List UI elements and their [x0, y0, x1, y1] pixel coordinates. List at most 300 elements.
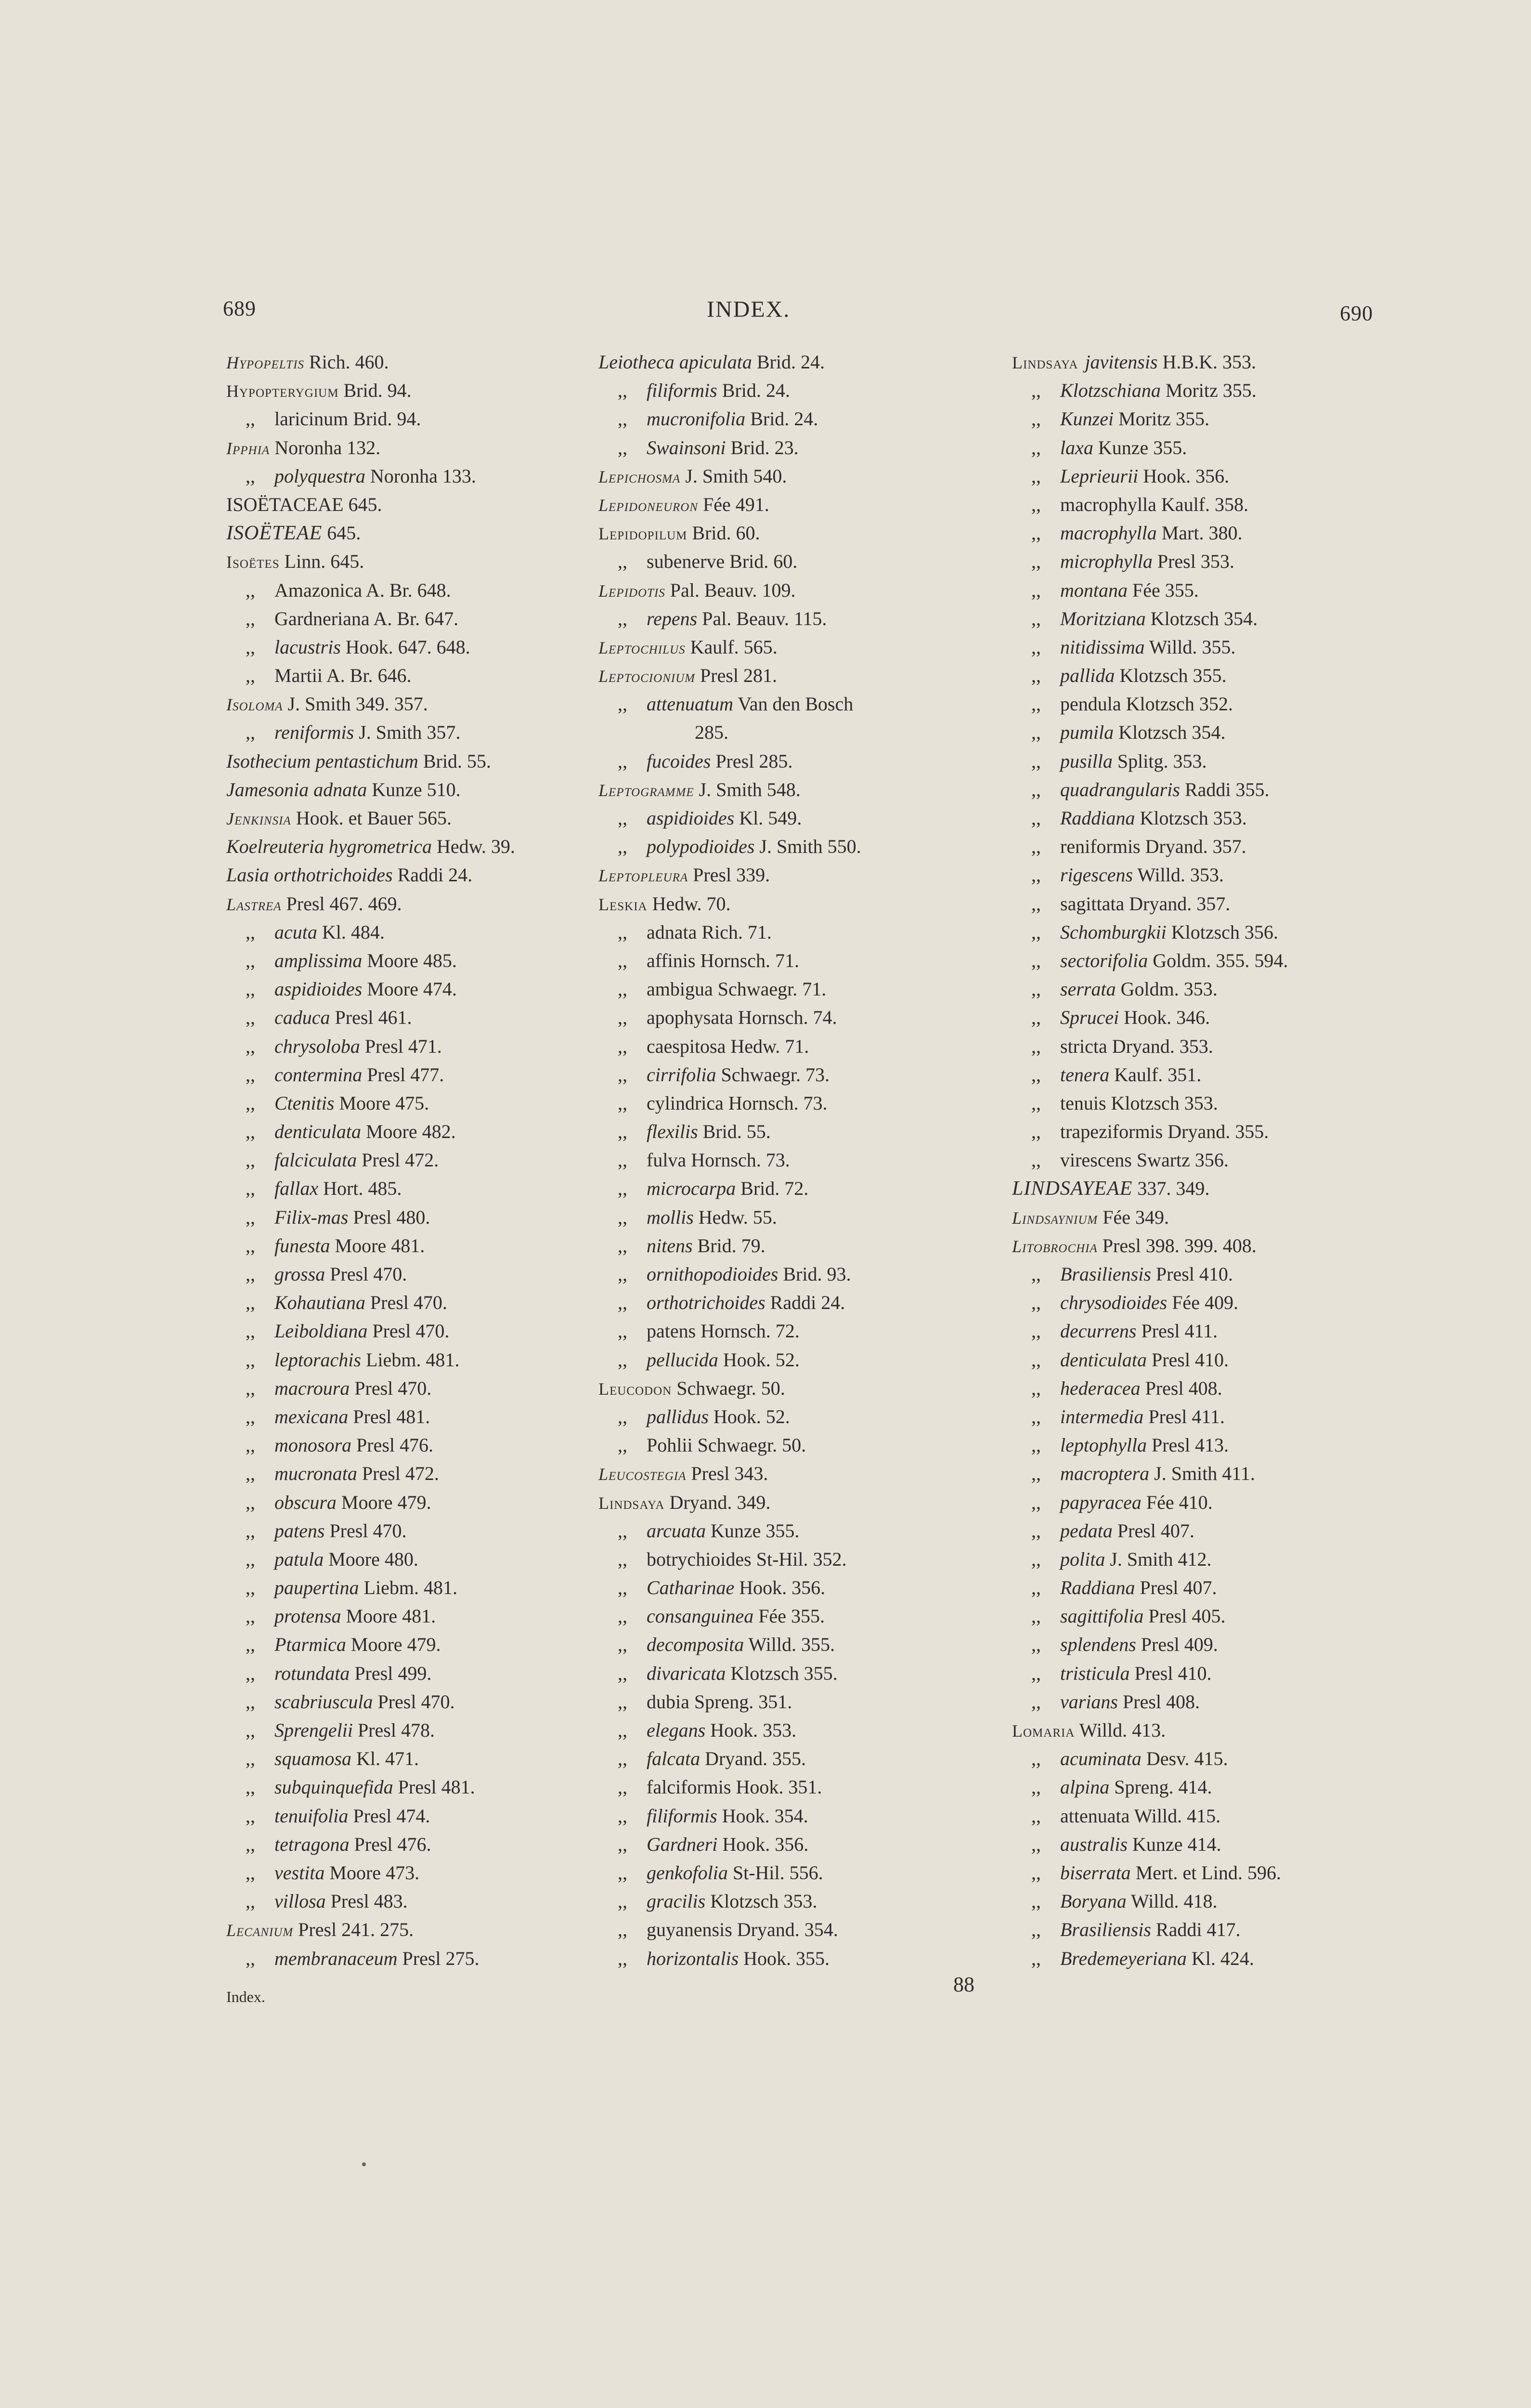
- entry-name: mucronifolia: [647, 408, 746, 430]
- ditto-mark: ,,: [1031, 550, 1041, 573]
- index-entry: [226, 462, 592, 490]
- index-entry: [598, 1517, 993, 1545]
- index-entry: [598, 1203, 993, 1231]
- entry-name: attenuata: [1060, 1805, 1130, 1827]
- entry-reference: Presl 408.: [1118, 1690, 1200, 1713]
- entry-name: nitidissima: [1060, 636, 1145, 658]
- ditto-mark: ,,: [618, 1519, 627, 1542]
- entry-reference: H.B.K. 353.: [1157, 351, 1256, 373]
- left-page-number: 689: [223, 297, 256, 320]
- ditto-mark: ,,: [618, 1206, 627, 1228]
- ditto-mark: ,,: [246, 1405, 255, 1427]
- entry-name: Raddiana: [1060, 1577, 1135, 1599]
- ditto-mark: ,,: [246, 1662, 255, 1684]
- index-entry: [226, 690, 592, 718]
- entry-reference: Hook. 356.: [1138, 465, 1230, 487]
- index-entry: [226, 1602, 592, 1630]
- index-entry: [598, 1773, 993, 1801]
- entry-reference: Hook. 356.: [717, 1833, 809, 1855]
- index-entry: [1012, 1231, 1493, 1260]
- entry-name: Moritziana: [1060, 607, 1146, 629]
- entry-name: repens: [647, 607, 698, 629]
- index-entry: [1012, 604, 1493, 633]
- ditto-mark: ,,: [618, 436, 627, 458]
- entry-name: acuminata: [1060, 1748, 1142, 1770]
- index-column-3: [1012, 348, 1493, 1973]
- entry-reference: Presl 474.: [348, 1805, 430, 1827]
- index-entry: [1012, 1744, 1493, 1773]
- index-entry: [226, 1288, 592, 1317]
- ditto-mark: ,,: [1031, 579, 1041, 601]
- index-entry: [1012, 1545, 1493, 1573]
- index-entry: [226, 1858, 592, 1887]
- ditto-mark: ,,: [618, 1548, 627, 1570]
- entry-reference: Moore 481.: [330, 1234, 425, 1256]
- entry-name: LINDSAYEAE: [1012, 1178, 1133, 1200]
- entry-name: rotundata: [274, 1662, 350, 1684]
- entry-reference: Dryand. 357.: [1140, 836, 1246, 858]
- ditto-mark: ,,: [1031, 1890, 1041, 1912]
- entry-reference: Klotzsch 355.: [1115, 665, 1227, 687]
- entry-name: fulva: [647, 1149, 687, 1171]
- index-entry: [598, 1374, 993, 1402]
- index-entry: [1012, 775, 1493, 804]
- entry-reference: A. Br. 646.: [322, 665, 412, 687]
- ditto-mark: ,,: [1031, 1662, 1041, 1684]
- entry-name: decurrens: [1060, 1320, 1137, 1342]
- index-column-1: [226, 348, 592, 1973]
- entry-reference: Hook. 356.: [734, 1577, 826, 1599]
- entry-name: membranaceum: [274, 1947, 398, 1969]
- ditto-mark: ,,: [246, 1890, 255, 1912]
- entry-name: flexilis: [647, 1121, 698, 1143]
- index-entry: [226, 490, 592, 519]
- ditto-mark: ,,: [618, 1719, 627, 1741]
- index-entry: [226, 975, 592, 1003]
- entry-name: Leucodon: [598, 1379, 672, 1399]
- entry-reference: Desv. 415.: [1141, 1748, 1228, 1770]
- index-entry: [226, 1402, 592, 1431]
- entry-name: Kohautiana: [274, 1292, 365, 1314]
- entry-name: mexicana: [274, 1405, 349, 1427]
- entry-reference: Kl. 549.: [734, 807, 802, 829]
- index-entry: [226, 433, 592, 462]
- ditto-mark: ,,: [618, 693, 627, 715]
- ditto-mark: ,,: [618, 380, 627, 402]
- index-entry: [226, 1317, 592, 1345]
- entry-name: Bredemeyeriana: [1060, 1947, 1187, 1969]
- entry-name: ISOËTEAE: [226, 522, 323, 545]
- index-entry: [1012, 519, 1493, 547]
- entry-name: gracilis: [647, 1890, 706, 1912]
- entry-name: acuta: [274, 921, 317, 943]
- entry-reference: Brid. 60.: [725, 550, 798, 573]
- index-entry: [226, 1374, 592, 1402]
- index-entry: [598, 747, 993, 775]
- entry-reference: Schwaegr. 50.: [672, 1377, 785, 1399]
- index-entry: [598, 1573, 993, 1602]
- index-entry: [598, 1802, 993, 1830]
- ditto-mark: ,,: [618, 1234, 627, 1256]
- ditto-mark: ,,: [246, 1206, 255, 1228]
- index-entry: [1012, 1858, 1493, 1887]
- index-entry: [598, 1887, 993, 1915]
- index-entry: [598, 1003, 993, 1032]
- index-entry: [1012, 1773, 1493, 1801]
- ditto-mark: ,,: [246, 1320, 255, 1342]
- ditto-mark: ,,: [246, 408, 255, 430]
- entry-name: Pohlii: [647, 1434, 693, 1456]
- ditto-mark: ,,: [1031, 1690, 1041, 1713]
- index-entry: [1012, 1716, 1493, 1744]
- entry-name: adnata: [647, 921, 697, 943]
- ditto-mark: ,,: [618, 978, 627, 1000]
- entry-name: Lasia orthotrichoides: [226, 864, 393, 886]
- index-entry: [1012, 633, 1493, 661]
- entry-reference: Klotzsch 353.: [1106, 1092, 1218, 1114]
- ditto-mark: ,,: [246, 1035, 255, 1057]
- entry-reference: Hook. et Bauer 565.: [291, 807, 452, 829]
- ditto-mark: ,,: [1031, 1491, 1041, 1513]
- entry-reference: Goldm. 353.: [1116, 978, 1218, 1000]
- index-entry: [226, 804, 592, 832]
- entry-reference: Klotzsch 353.: [1135, 807, 1247, 829]
- entry-reference: Kaulf. 358.: [1156, 493, 1248, 515]
- index-entry: [598, 1260, 993, 1288]
- entry-reference: Moore 475.: [334, 1092, 429, 1114]
- entry-reference: J. Smith 540.: [680, 465, 787, 487]
- index-entry: [226, 405, 592, 433]
- entry-name: pedata: [1060, 1519, 1113, 1542]
- ditto-mark: ,,: [246, 1833, 255, 1855]
- entry-reference: Kunze 510.: [367, 778, 461, 800]
- entry-reference: Presl 407.: [1112, 1519, 1194, 1542]
- entry-name: genkofolia: [647, 1861, 728, 1884]
- entry-reference: Spreng. 414.: [1109, 1776, 1212, 1798]
- entry-reference: Hook. 355.: [739, 1947, 830, 1969]
- index-entry: [1012, 1802, 1493, 1830]
- index-entry: [598, 804, 993, 832]
- ditto-mark: ,,: [246, 1519, 255, 1542]
- entry-reference: Presl 481.: [348, 1405, 430, 1427]
- entry-name: Isothecium pentastichum: [226, 750, 418, 772]
- entry-name: elegans: [647, 1719, 706, 1741]
- ditto-mark: ,,: [246, 978, 255, 1000]
- index-entry: [1012, 1003, 1493, 1032]
- entry-name: pendula: [1060, 693, 1121, 715]
- ditto-mark: ,,: [1031, 864, 1041, 886]
- ditto-mark: ,,: [1031, 1377, 1041, 1399]
- entry-reference: Fée 355.: [753, 1605, 825, 1627]
- entry-reference: Willd. 413.: [1075, 1719, 1166, 1741]
- index-entry: [598, 1288, 993, 1317]
- entry-name: virescens: [1060, 1149, 1132, 1171]
- entry-reference: Hornsch. 74.: [733, 1007, 837, 1029]
- entry-reference: Brid. 55.: [418, 750, 491, 772]
- entry-reference: Hook. 354.: [717, 1805, 808, 1827]
- entry-reference: Fée 349.: [1098, 1206, 1169, 1228]
- index-entry: [226, 1260, 592, 1288]
- index-entry: [226, 1231, 592, 1260]
- entry-reference: Noronha 132.: [270, 436, 381, 458]
- index-entry: [598, 576, 993, 604]
- index-entry: [226, 832, 592, 861]
- ditto-mark: ,,: [246, 1805, 255, 1827]
- entry-name: lacustris: [274, 636, 341, 658]
- entry-reference: J. Smith 412.: [1105, 1548, 1212, 1570]
- index-entry: [598, 1032, 993, 1060]
- index-entry: [226, 1117, 592, 1146]
- index-entry: [226, 1488, 592, 1517]
- entry-reference: Presl 476.: [351, 1434, 434, 1456]
- index-entry: [226, 348, 592, 376]
- entry-reference: Fée 409.: [1167, 1292, 1238, 1314]
- entry-name: contermina: [274, 1063, 363, 1086]
- index-entry: [226, 861, 592, 889]
- entry-reference: Presl 470.: [350, 1377, 432, 1399]
- entry-name: patens: [647, 1320, 696, 1342]
- entry-reference: Presl 480.: [348, 1206, 430, 1228]
- entry-reference: Presl 241. 275.: [293, 1919, 414, 1941]
- entry-name: nitens: [647, 1234, 693, 1256]
- entry-name: tenuifolia: [274, 1805, 349, 1827]
- entry-reference: Hornsch. 71.: [695, 949, 799, 971]
- index-entry: [1012, 1260, 1493, 1288]
- ditto-mark: ,,: [1031, 1919, 1041, 1941]
- entry-reference: Brid. 94.: [348, 408, 421, 430]
- entry-reference: Brid. 60.: [687, 522, 760, 544]
- entry-name: fallax: [274, 1178, 319, 1200]
- entry-name: patens: [274, 1519, 325, 1542]
- entry-name: Jenkinsia: [226, 809, 291, 828]
- entry-reference: Presl 275.: [397, 1947, 480, 1969]
- index-entry: [226, 1545, 592, 1573]
- entry-name: sectorifolia: [1060, 949, 1148, 971]
- index-entry: [598, 405, 993, 433]
- ditto-mark: ,,: [618, 1292, 627, 1314]
- index-entry: [1012, 1032, 1493, 1060]
- ditto-mark: ,,: [1031, 1348, 1041, 1371]
- entry-name: grossa: [274, 1263, 325, 1285]
- entry-reference: Liebm. 481.: [361, 1348, 460, 1371]
- ditto-mark: ,,: [1031, 1776, 1041, 1798]
- entry-name: intermedia: [1060, 1405, 1144, 1427]
- ditto-mark: ,,: [1031, 1320, 1041, 1342]
- entry-reference: Presl 470.: [324, 1519, 407, 1542]
- entry-name: villosa: [274, 1890, 326, 1912]
- entry-name: montana: [1060, 579, 1128, 601]
- entry-reference: Brid. 55.: [698, 1121, 771, 1143]
- entry-reference: Presl 470.: [367, 1320, 450, 1342]
- entry-reference: Presl 285.: [711, 750, 793, 772]
- entry-name: Leiboldiana: [274, 1320, 368, 1342]
- entry-name: Martii: [274, 665, 323, 687]
- ditto-mark: ,,: [618, 1947, 627, 1969]
- index-entry: [598, 376, 993, 405]
- index-entry: [1012, 1146, 1493, 1174]
- ditto-mark: ,,: [1031, 665, 1041, 687]
- entry-reference: Presl 470.: [365, 1292, 447, 1314]
- ditto-mark: ,,: [1031, 1577, 1041, 1599]
- entry-name: Brasiliensis: [1060, 1263, 1151, 1285]
- ditto-mark: ,,: [1031, 750, 1041, 772]
- ditto-mark: ,,: [618, 1092, 627, 1114]
- index-entry: [1012, 1915, 1493, 1944]
- entry-name: Brasiliensis: [1060, 1919, 1151, 1941]
- index-entry: [226, 1744, 592, 1773]
- ditto-mark: ,,: [246, 1634, 255, 1656]
- entry-reference: Presl 410.: [1151, 1263, 1233, 1285]
- entry-reference: Hornsch. 73.: [723, 1092, 828, 1114]
- entry-name: tenera: [1060, 1063, 1110, 1086]
- index-entry: [1012, 348, 1493, 376]
- entry-name: Amazonica: [274, 579, 363, 601]
- ditto-mark: ,,: [618, 1605, 627, 1627]
- entry-name: tenuis: [1060, 1092, 1106, 1114]
- index-entry: [226, 946, 592, 975]
- ditto-mark: ,,: [246, 579, 255, 601]
- entry-reference: Moore 481.: [341, 1605, 436, 1627]
- speck: [362, 2162, 366, 2166]
- entry-reference: Dryand. 355.: [700, 1748, 806, 1770]
- ditto-mark: ,,: [618, 1149, 627, 1171]
- entry-name: Isoloma: [226, 695, 283, 715]
- ditto-mark: ,,: [1031, 436, 1041, 458]
- entry-reference: Presl 408.: [1140, 1377, 1222, 1399]
- entry-reference: Presl 339.: [688, 864, 770, 886]
- entry-name: reniformis: [274, 721, 354, 744]
- index-entry: [1012, 1630, 1493, 1659]
- entry-reference: Moore 482.: [361, 1121, 456, 1143]
- entry-reference: Hornsch. 72.: [696, 1320, 800, 1342]
- entry-name: leptophylla: [1060, 1434, 1147, 1456]
- ditto-mark: ,,: [618, 836, 627, 858]
- entry-reference: Moore 473.: [324, 1861, 420, 1884]
- entry-name: ornithopodioides: [647, 1263, 778, 1285]
- index-entry: [598, 1174, 993, 1203]
- entry-name: Lecanium: [226, 1921, 294, 1940]
- entry-name: pumila: [1060, 721, 1114, 744]
- ditto-mark: ,,: [246, 1748, 255, 1770]
- index-entry: [1012, 576, 1493, 604]
- index-entry: [1012, 1431, 1493, 1459]
- index-entry: [598, 348, 993, 376]
- entry-reference: Moore 485.: [362, 949, 457, 971]
- index-entry: [226, 1174, 592, 1203]
- entry-reference: Fée 410.: [1141, 1491, 1213, 1513]
- entry-reference: Hedw. 39.: [431, 836, 515, 858]
- ditto-mark: ,,: [246, 1092, 255, 1114]
- entry-name: pusilla: [1060, 750, 1113, 772]
- ditto-mark: ,,: [618, 1662, 627, 1684]
- ditto-mark: ,,: [246, 1234, 255, 1256]
- ditto-mark: ,,: [618, 1405, 627, 1427]
- ditto-mark: ,,: [618, 1434, 627, 1456]
- index-entry: [598, 1630, 993, 1659]
- index-entry: [1012, 975, 1493, 1003]
- entry-reference: Brid. 23.: [726, 436, 799, 458]
- index-entry: [1012, 1174, 1493, 1203]
- entry-reference: Moore 479.: [346, 1634, 441, 1656]
- entry-reference: Moore 480.: [324, 1548, 418, 1570]
- entry-reference: Willd. 418.: [1126, 1890, 1218, 1912]
- index-entry: [226, 1688, 592, 1716]
- entry-name: Lepidopilum: [598, 524, 688, 544]
- index-entry: [598, 1659, 993, 1688]
- entry-reference: Brid. 93.: [778, 1263, 851, 1285]
- ditto-mark: ,,: [618, 1890, 627, 1912]
- index-entry: [598, 1459, 993, 1488]
- entry-name: Kunzei: [1060, 408, 1114, 430]
- index-entry: [1012, 1288, 1493, 1317]
- entry-reference: Hook. 52.: [718, 1348, 800, 1371]
- index-entry: [598, 1858, 993, 1887]
- entry-name: Hypopterygium: [226, 381, 339, 401]
- index-entry: [1012, 1944, 1493, 1973]
- entry-name: Gardneri: [647, 1833, 718, 1855]
- entry-name: Leskia: [598, 894, 648, 914]
- entry-reference: Klotzsch 353.: [705, 1890, 817, 1912]
- entry-name: polypodioides: [647, 836, 755, 858]
- index-entry: [1012, 861, 1493, 889]
- index-entry: [598, 462, 993, 490]
- entry-name: macrophylla: [1060, 493, 1156, 515]
- entry-name: rigescens: [1060, 864, 1133, 886]
- ditto-mark: ,,: [1031, 1263, 1041, 1285]
- index-entry: [598, 1716, 993, 1744]
- ditto-mark: ,,: [246, 665, 255, 687]
- entry-name: australis: [1060, 1833, 1128, 1855]
- entry-reference: Rich. 460.: [304, 351, 389, 373]
- entry-name: falcata: [647, 1748, 701, 1770]
- entry-name: obscura: [274, 1491, 337, 1513]
- index-entry: [598, 1060, 993, 1089]
- entry-reference: 285.: [695, 721, 728, 744]
- entry-name: protensa: [274, 1605, 341, 1627]
- entry-name: Lindsaya: [1012, 353, 1078, 372]
- index-entry: [226, 1573, 592, 1602]
- entry-name: botrychioides: [647, 1548, 752, 1570]
- entry-name: subenerve: [647, 550, 725, 573]
- entry-reference: Mart. 380.: [1156, 522, 1243, 544]
- ditto-mark: ,,: [1031, 493, 1041, 515]
- index-entry: [598, 547, 993, 576]
- entry-name: Ipphia: [226, 438, 270, 458]
- ditto-mark: ,,: [1031, 1519, 1041, 1542]
- index-entry: [598, 775, 993, 804]
- ditto-mark: ,,: [618, 1861, 627, 1884]
- entry-name: stricta: [1060, 1035, 1107, 1057]
- ditto-mark: ,,: [618, 1320, 627, 1342]
- ditto-mark: ,,: [1031, 607, 1041, 629]
- entry-name: Gardneriana: [274, 607, 370, 629]
- index-entry: [1012, 376, 1493, 405]
- entry-reference: Brid. 24.: [745, 408, 818, 430]
- ditto-mark: ,,: [246, 1434, 255, 1456]
- index-entry: [1012, 718, 1493, 746]
- entry-name: Lastrea: [226, 894, 282, 914]
- entry-reference: Willd. 415.: [1129, 1805, 1221, 1827]
- index-entry: [226, 718, 592, 746]
- entry-name: cylindrica: [647, 1092, 724, 1114]
- entry-name: orthotrichoides: [647, 1292, 766, 1314]
- entry-reference: Mert. et Lind. 596.: [1130, 1861, 1281, 1884]
- ditto-mark: ,,: [618, 1577, 627, 1599]
- entry-name: Jamesonia adnata: [226, 778, 367, 800]
- entry-reference: J. Smith 548.: [694, 778, 801, 800]
- index-entry: [1012, 890, 1493, 918]
- entry-name: denticulata: [1060, 1348, 1147, 1371]
